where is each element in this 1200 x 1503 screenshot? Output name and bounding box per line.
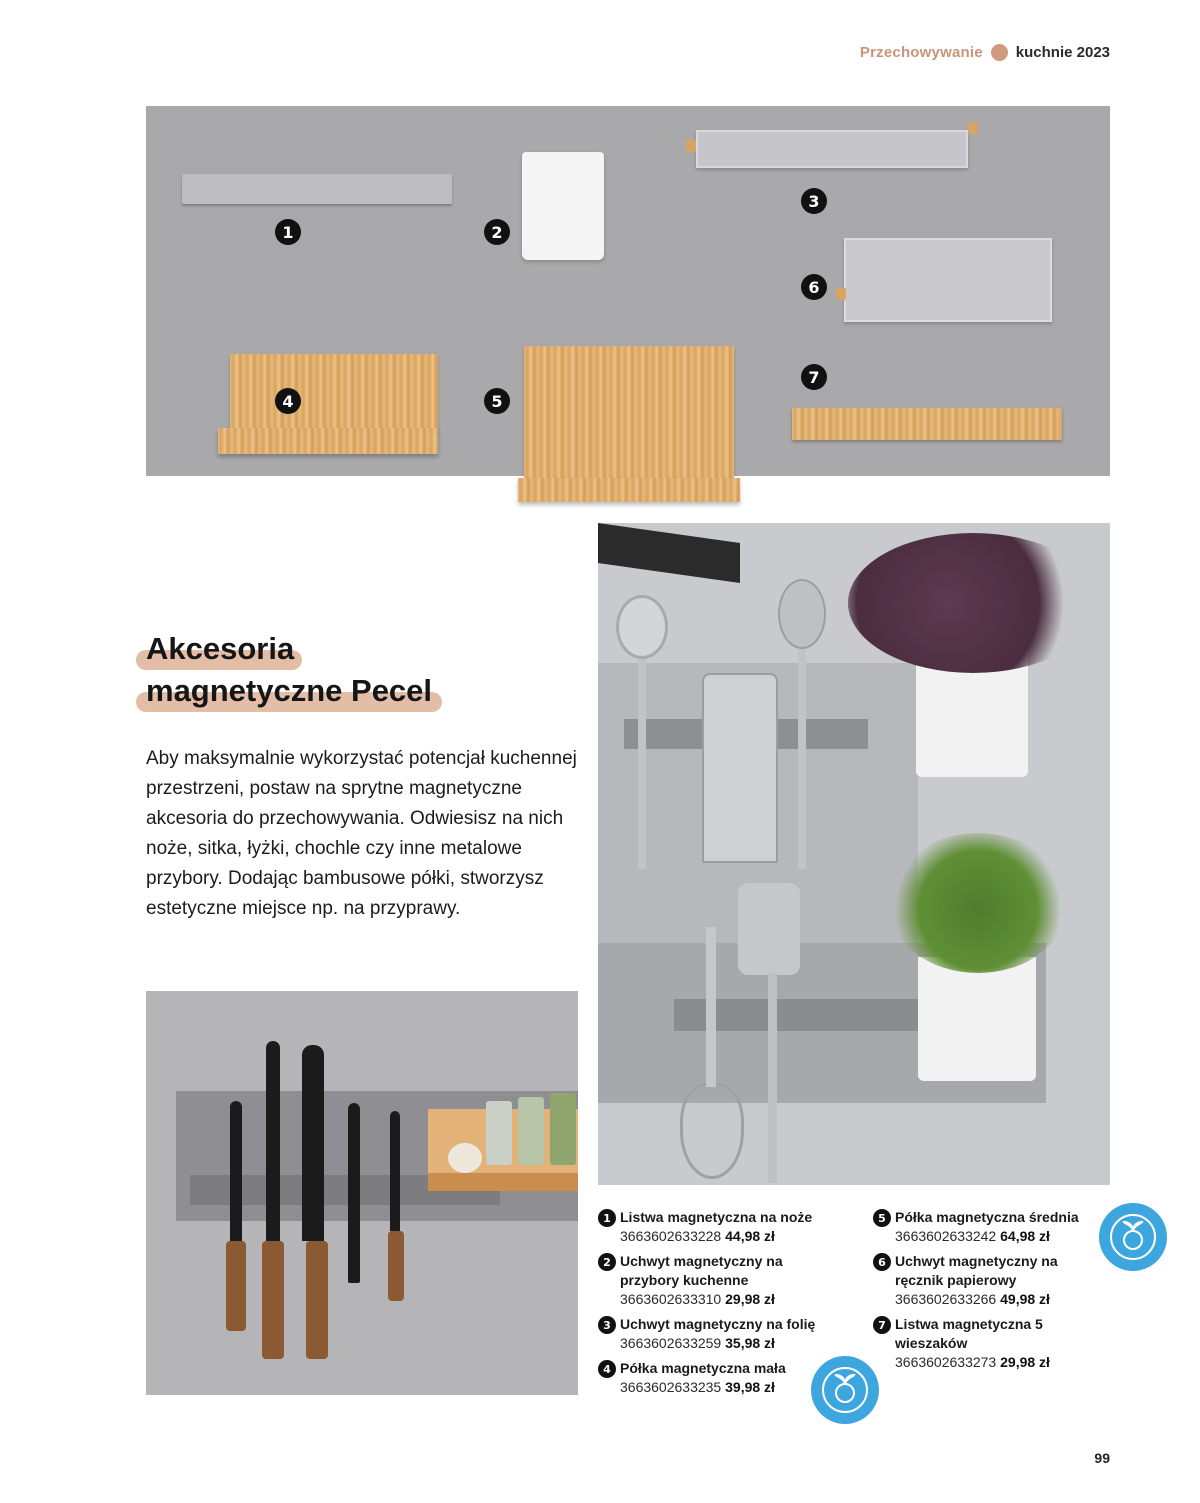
product-legend-left — [598, 1208, 848, 1403]
legend-number-1: 1 — [598, 1209, 616, 1227]
knife-blade-icon — [348, 1103, 360, 1283]
marker-4: 4 — [275, 388, 301, 414]
eco-leaf-globe-icon — [811, 1356, 879, 1424]
product-3-pin-icon — [968, 122, 978, 134]
hood-shape — [598, 523, 740, 583]
knife-handle — [306, 1241, 328, 1359]
product-code: 3663602633228 — [620, 1228, 722, 1244]
product-price: 64,98 zł — [1000, 1228, 1050, 1244]
product-code: 3663602633235 — [620, 1379, 722, 1395]
product-code: 3663602633273 — [895, 1354, 997, 1370]
product-name: Uchwyt magnetyczny na ręcznik papierowy — [895, 1253, 1058, 1288]
product-3-image — [696, 130, 968, 168]
marker-7: 7 — [801, 364, 827, 390]
lifestyle-photo-knives — [146, 991, 578, 1395]
green-mint-icon — [888, 833, 1068, 973]
eco-leaf-glyph — [824, 1369, 866, 1411]
spice-shelf-ledge — [428, 1173, 578, 1191]
accent-dot-icon — [991, 44, 1008, 61]
product-code: 3663602633266 — [895, 1291, 997, 1307]
page-number: 99 — [1094, 1450, 1110, 1466]
eco-badge-ring — [1110, 1214, 1156, 1260]
product-4-image — [230, 354, 438, 432]
lifestyle-photo-utensils — [598, 523, 1110, 1185]
spice-jar-icon — [486, 1101, 512, 1165]
marker-1: 1 — [275, 219, 301, 245]
title-line-2 — [146, 670, 432, 712]
knife-blade-icon — [230, 1101, 242, 1241]
product-3-pin-icon — [686, 140, 696, 152]
garlic-icon — [448, 1143, 482, 1173]
marker-6: 6 — [801, 274, 827, 300]
knife-blade-icon — [390, 1111, 400, 1231]
product-price: 39,98 zł — [725, 1379, 775, 1395]
spice-jar-icon — [550, 1093, 576, 1165]
legend-item-1 — [598, 1208, 848, 1246]
legend-item-2 — [598, 1252, 848, 1309]
product-1-image — [182, 174, 452, 204]
product-board-image — [146, 106, 1110, 476]
marker-2: 2 — [484, 219, 510, 245]
legend-item-7 — [873, 1315, 1103, 1372]
product-price: 44,98 zł — [725, 1228, 775, 1244]
ladle-handle — [798, 649, 806, 869]
legend-item-3 — [598, 1315, 848, 1353]
product-price: 29,98 zł — [1000, 1354, 1050, 1370]
marker-3: 3 — [801, 188, 827, 214]
herb-pot-lower — [918, 957, 1036, 1081]
marker-5: 5 — [484, 388, 510, 414]
legend-item-6 — [873, 1252, 1103, 1309]
product-code: 3663602633242 — [895, 1228, 997, 1244]
product-price: 49,98 zł — [1000, 1291, 1050, 1307]
title-line-1 — [146, 628, 294, 670]
product-2-image — [522, 152, 604, 260]
knife-handle — [262, 1241, 284, 1359]
purple-basil-icon — [848, 533, 1098, 673]
product-name: Listwa magnetyczna na noże — [620, 1209, 813, 1225]
grater-icon — [702, 673, 778, 863]
knife-handle — [226, 1241, 246, 1331]
whisk-handle — [706, 927, 716, 1087]
legend-number-4: 4 — [598, 1360, 616, 1378]
legend-number-6: 6 — [873, 1253, 891, 1271]
title-text-1: Akcesoria — [146, 631, 295, 666]
knife-blade-icon — [266, 1041, 280, 1241]
legend-number-5: 5 — [873, 1209, 891, 1227]
legend-number-3: 3 — [598, 1316, 616, 1334]
product-name: Uchwyt magnetyczny na przybory kuchenne — [620, 1253, 783, 1288]
legend-item-5 — [873, 1208, 1103, 1246]
product-name: Listwa magnetyczna 5 wieszaków — [895, 1316, 1043, 1351]
knife-handle — [388, 1231, 404, 1301]
eco-badge-ring — [822, 1367, 868, 1413]
product-name: Półka magnetyczna mała — [620, 1360, 786, 1376]
legend-number-2: 2 — [598, 1253, 616, 1271]
product-code: 3663602633310 — [620, 1291, 722, 1307]
catalog-label: kuchnie 2023 — [1015, 44, 1110, 61]
page-title — [146, 628, 432, 712]
eco-leaf-globe-icon — [1099, 1203, 1167, 1271]
product-7-image — [792, 408, 1062, 440]
product-name: Uchwyt magnetyczny na folię — [620, 1316, 816, 1332]
ladle-icon — [778, 579, 826, 649]
product-4-ledge — [218, 428, 438, 454]
whisk-icon — [680, 1083, 744, 1179]
page-header — [860, 44, 1110, 61]
spice-jar-icon — [518, 1097, 544, 1165]
title-text-2: magnetyczne Pecel — [146, 673, 433, 708]
product-name: Półka magnetyczna średnia — [895, 1209, 1079, 1225]
slotted-turner-icon — [738, 883, 800, 975]
product-6-pin-icon — [836, 288, 846, 300]
description-paragraph: Aby maksymalnie wykorzystać potencjał kuchennej przestrzeni, postaw na sprytne magnetyczne akcesoria do przechowywania. Odwiesisz na nich noże, sitka, łyżki, chochle czy inne metalowe przybory. Dodając bambusowe półki, stworzysz estetyczne miejsce np. na przyprawy. — [146, 748, 577, 919]
eco-leaf-glyph — [1112, 1216, 1154, 1258]
legend-number-7: 7 — [873, 1316, 891, 1334]
bread-knife-blade-icon — [302, 1045, 324, 1241]
turner-handle — [768, 973, 777, 1183]
product-legend-right — [873, 1208, 1103, 1378]
skimmer-icon — [616, 595, 668, 659]
product-code: 3663602633259 — [620, 1335, 722, 1351]
product-price: 29,98 zł — [725, 1291, 775, 1307]
product-5-image — [524, 346, 734, 496]
product-price: 35,98 zł — [725, 1335, 775, 1351]
section-label: Przechowywanie — [859, 44, 983, 61]
product-5-ledge — [518, 478, 740, 502]
product-6-image — [844, 238, 1052, 322]
skimmer-handle — [638, 659, 646, 869]
